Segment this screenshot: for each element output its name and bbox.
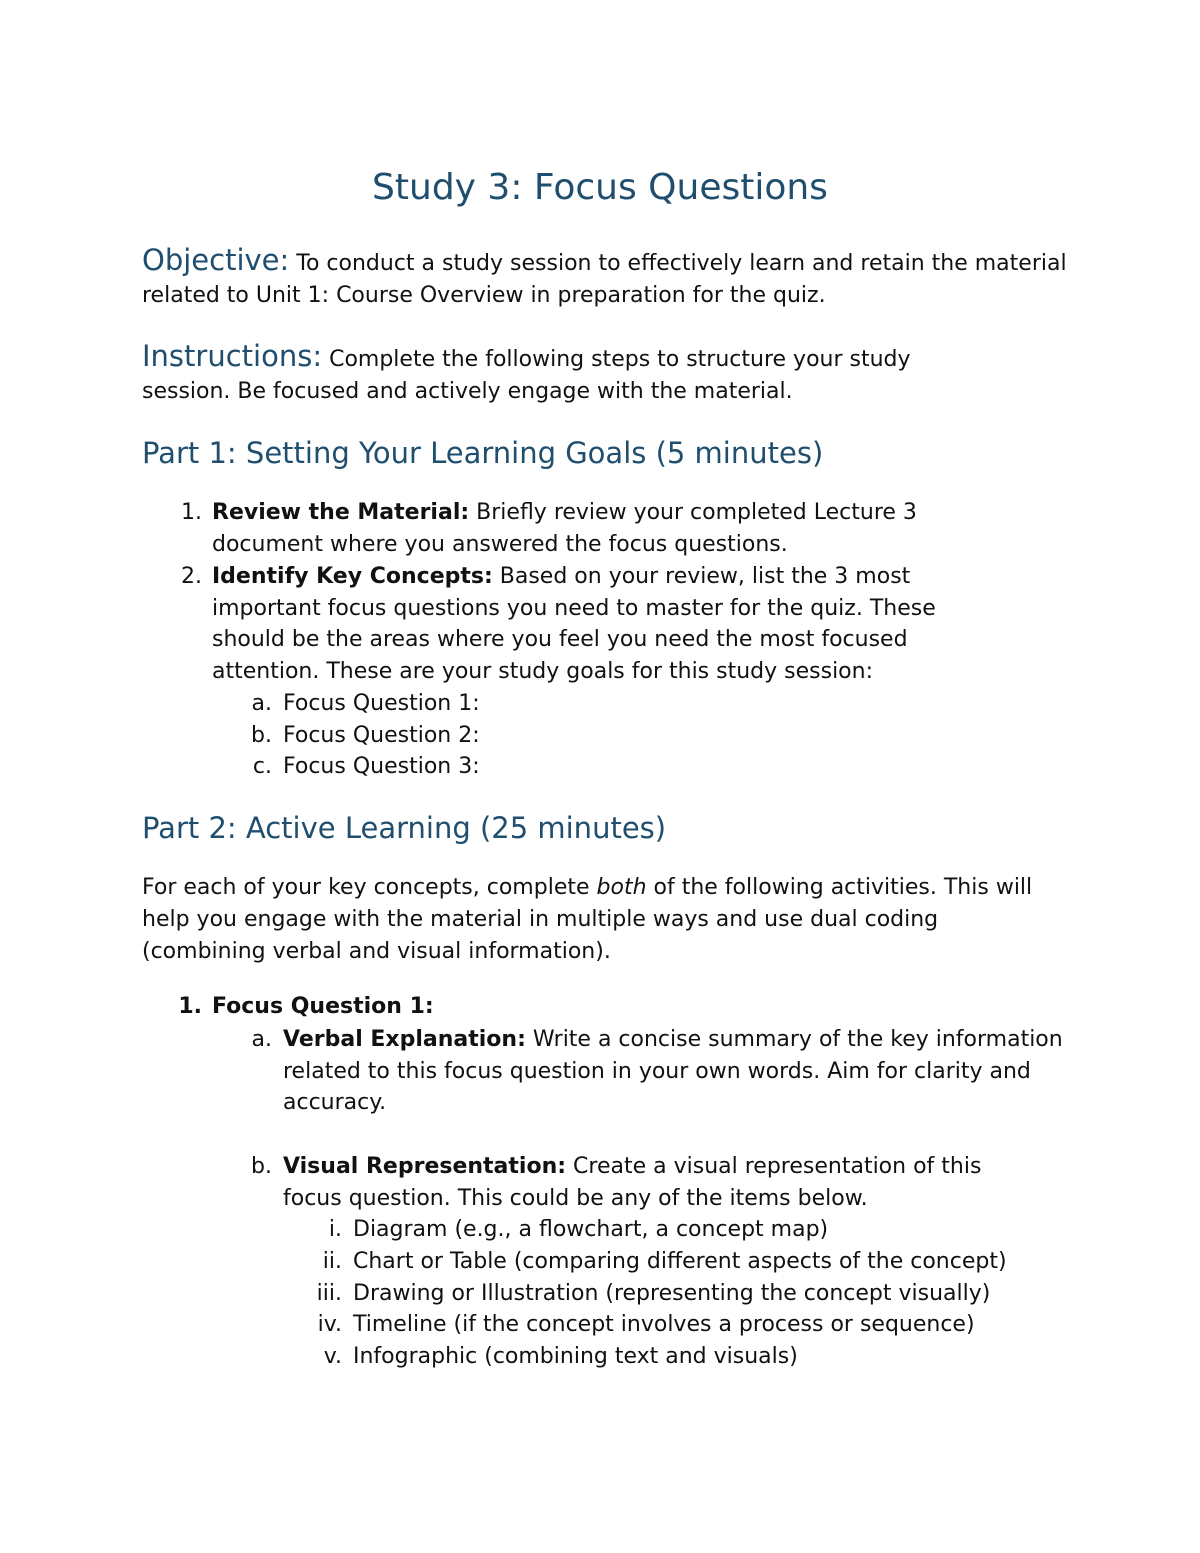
- item-bold-label: Identify Key Concepts:: [212, 564, 493, 589]
- list-letter: a.: [251, 1027, 272, 1052]
- list-roman: v.: [323, 1344, 342, 1369]
- objective-text: To conduct a study session to effectively learn and retain the material related to Unit 1: Course Overview in preparation for the quiz.: [142, 251, 1067, 308]
- part1-item-2: [142, 561, 1042, 688]
- item-bold-label: Visual Representation:: [283, 1154, 567, 1179]
- instructions-label: Instructions:: [142, 339, 323, 373]
- visual-option: iii. Drawing or Illustration (representing the concept visually): [142, 1278, 1072, 1310]
- part2-intro: For each of your key concepts, complete both of the following activities. This will help you engage with the material in multiple ways and use dual coding (combining verbal and visual information).: [142, 875, 1033, 964]
- page-title: Study 3: Focus Questions: [372, 167, 828, 208]
- visual-option: v. Infographic (combining text and visuals): [142, 1341, 1072, 1373]
- item-text: Briefly review your completed Lecture 3 document where you answered the focus questions.: [212, 500, 917, 557]
- instructions-text: Complete the following steps to structure your study session. Be focused and actively engage with the material.: [142, 347, 911, 404]
- objective-paragraph: [142, 244, 1072, 312]
- list-letter: c.: [252, 754, 272, 779]
- focus-question-label: Focus Question 2:: [283, 723, 480, 748]
- focus-question-slot-c: [142, 751, 1042, 783]
- item-bold-label: Review the Material:: [212, 500, 470, 525]
- list-roman: iv.: [317, 1312, 342, 1337]
- list-number: 1.: [178, 994, 202, 1019]
- item-text: Based on your review, list the 3 most important focus questions you need to master for the quiz. These should be the areas where you feel you need the most focused attention. These are your study goals for this study session:: [212, 564, 936, 685]
- item-text: Write a concise summary of the key information related to this focus question in your own words. Aim for clarity and accuracy.: [283, 1027, 1063, 1116]
- focus-question-label: Focus Question 3:: [283, 754, 480, 779]
- list-letter: b.: [251, 723, 272, 748]
- focus-question-heading: Focus Question 1:: [212, 994, 434, 1019]
- list-roman: i.: [328, 1217, 342, 1242]
- part2-heading: Part 2: Active Learning (25 minutes): [142, 811, 667, 845]
- item-text: Create a visual representation of this focus question. This could be any of the items below.: [283, 1154, 982, 1211]
- focus-question-slot-a: [142, 688, 1042, 720]
- focus-question-label: Focus Question 1:: [283, 691, 480, 716]
- visual-option: iv. Timeline (if the concept involves a process or sequence): [142, 1309, 1072, 1341]
- visual-option: i. Diagram (e.g., a flowchart, a concept map): [142, 1214, 1072, 1246]
- list-letter: a.: [251, 691, 272, 716]
- list-number: 2.: [181, 564, 202, 589]
- list-roman: ii.: [322, 1249, 342, 1274]
- part1-heading: Part 1: Setting Your Learning Goals (5 minutes): [142, 436, 824, 470]
- list-number: 1.: [181, 500, 202, 525]
- part1-item-1: [142, 497, 1042, 560]
- visual-option: ii. Chart or Table (comparing different aspects of the concept): [142, 1246, 1072, 1278]
- focus-question-slot-b: [142, 720, 1042, 752]
- instructions-paragraph: [142, 340, 1002, 408]
- part2-item-1: [142, 991, 1042, 1023]
- list-roman: iii.: [316, 1281, 342, 1306]
- list-letter: b.: [251, 1154, 272, 1179]
- verbal-explanation-item: [142, 1024, 1062, 1119]
- objective-label: Objective:: [142, 243, 290, 277]
- emphasis-both: both: [596, 875, 647, 900]
- visual-representation-item: [142, 1151, 1062, 1214]
- item-bold-label: Verbal Explanation:: [283, 1027, 526, 1052]
